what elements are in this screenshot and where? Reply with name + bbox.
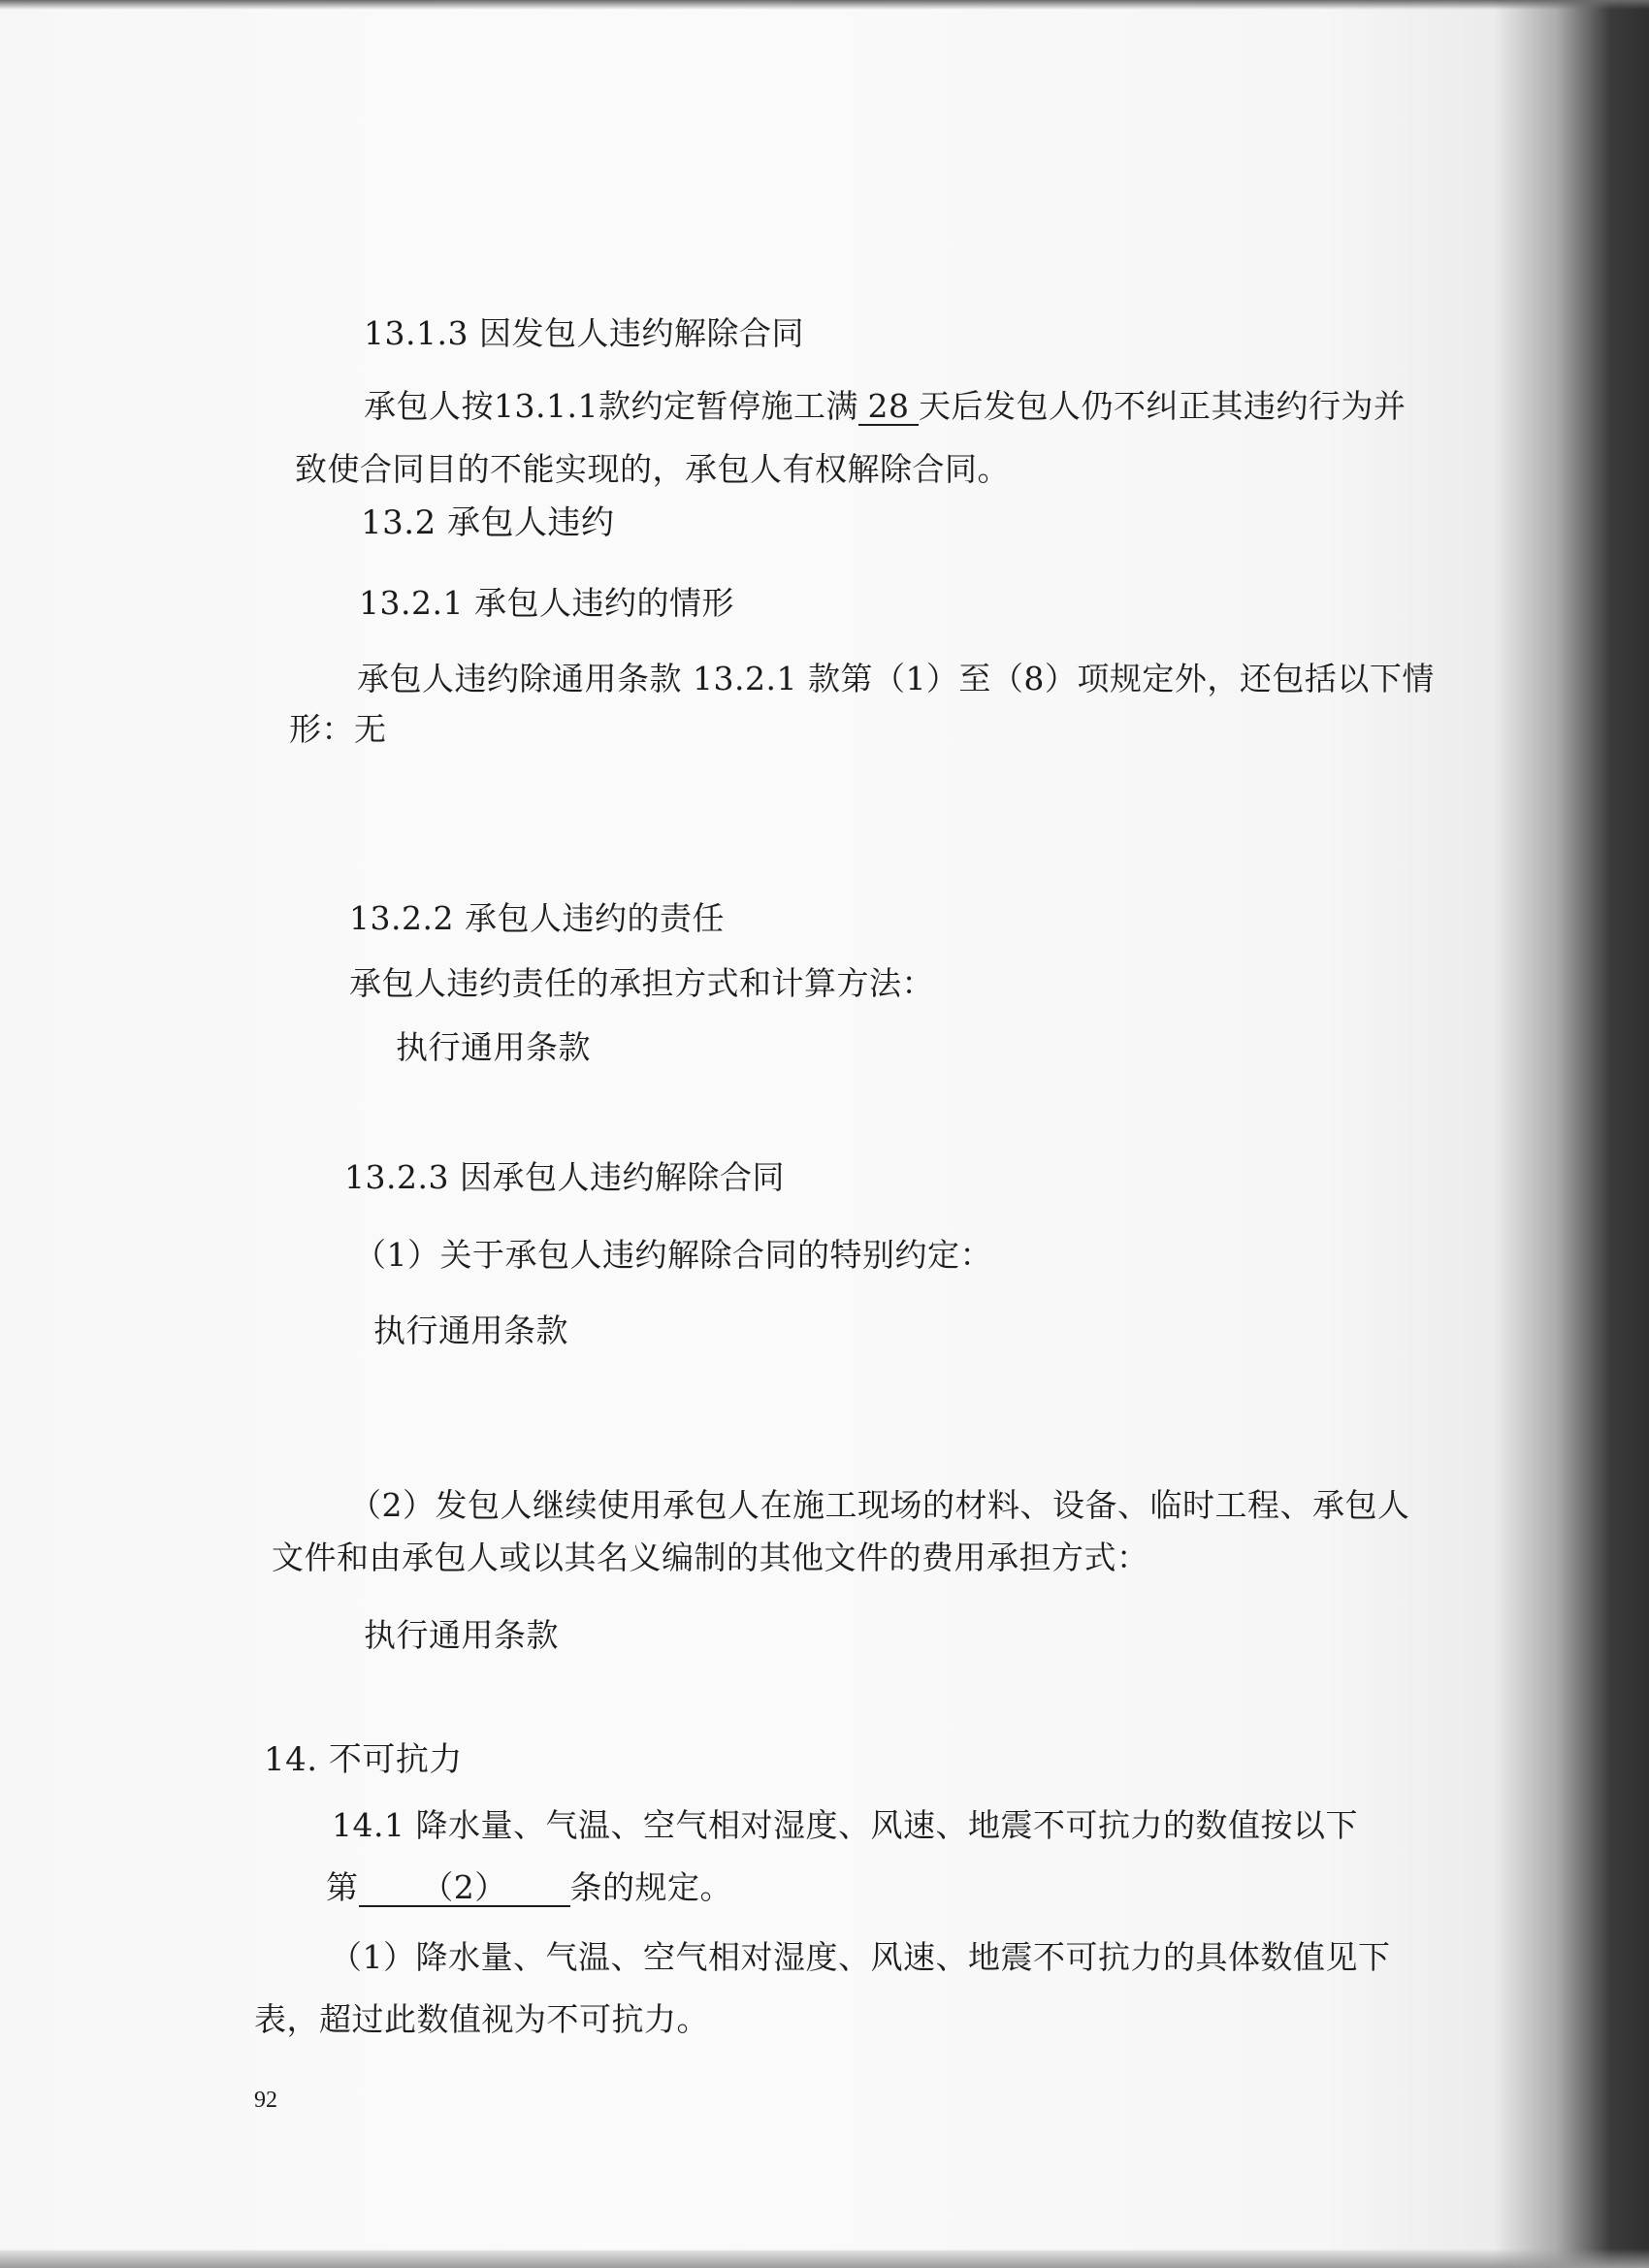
clause-14-1-line2 <box>326 1866 732 1909</box>
filled-blank-days: 28 <box>858 389 919 426</box>
text-segment: 第 <box>326 1868 359 1906</box>
clause-13-2-1-text-line2: 形：无 <box>289 710 387 748</box>
clause-13-2-3-title: 13.2.3 因承包人违约解除合同 <box>344 1158 785 1196</box>
scanner-bottom-edge <box>0 2249 1649 2268</box>
clause-13-2-title: 13.2 承包人违约 <box>361 503 615 542</box>
clause-13-2-3-item1: （1）关于承包人违约解除合同的特别约定： <box>354 1236 992 1274</box>
clause-14-1-item1-line2: 表，超过此数值视为不可抗力。 <box>254 2000 709 2038</box>
page-number: 92 <box>254 2088 277 2113</box>
scanner-shadow <box>1494 0 1649 2268</box>
filled-blank-item: （2） <box>359 1870 570 1907</box>
clause-13-2-2-value: 执行通用条款 <box>396 1028 591 1066</box>
clause-13-1-3-text-line2: 致使合同目的不能实现的，承包人有权解除合同。 <box>295 450 1010 488</box>
scanner-top-edge <box>0 0 1649 10</box>
clause-13-2-2-text: 承包人违约责任的承担方式和计算方法： <box>349 964 934 1002</box>
clause-13-1-3-title: 13.1.3 因发包人违约解除合同 <box>364 314 804 352</box>
text-segment: 天后发包人仍不纠正其违约行为并 <box>918 387 1406 425</box>
clause-13-1-3-text-line1 <box>364 385 1406 428</box>
clause-13-2-3-item2-line2: 文件和由承包人或以其名义编制的其他文件的费用承担方式： <box>272 1539 1149 1576</box>
clause-13-2-1-text-line1: 承包人违约除通用条款 13.2.1 款第（1）至（8）项规定外，还包括以下情 <box>357 660 1435 697</box>
clause-13-2-3-item1-value: 执行通用条款 <box>373 1312 568 1349</box>
section-14-title: 14. 不可抗力 <box>264 1740 463 1779</box>
clause-14-1-item1-line1: （1）降水量、气温、空气相对湿度、风速、地震不可抗力的具体数值见下 <box>330 1938 1391 1976</box>
text-segment: 承包人按13.1.1款约定暂停施工满 <box>364 387 858 425</box>
clause-13-2-2-title: 13.2.2 承包人违约的责任 <box>349 899 725 937</box>
clause-13-2-3-item2-value: 执行通用条款 <box>364 1616 559 1654</box>
clause-14-1-line1: 14.1 降水量、气温、空气相对湿度、风速、地震不可抗力的数值按以下 <box>332 1806 1358 1844</box>
clause-13-2-1-title: 13.2.1 承包人违约的情形 <box>359 584 734 622</box>
clause-13-2-3-item2-line1: （2）发包人继续使用承包人在施工现场的材料、设备、临时工程、承包人 <box>349 1486 1410 1524</box>
text-segment: 条的规定。 <box>569 1868 732 1906</box>
